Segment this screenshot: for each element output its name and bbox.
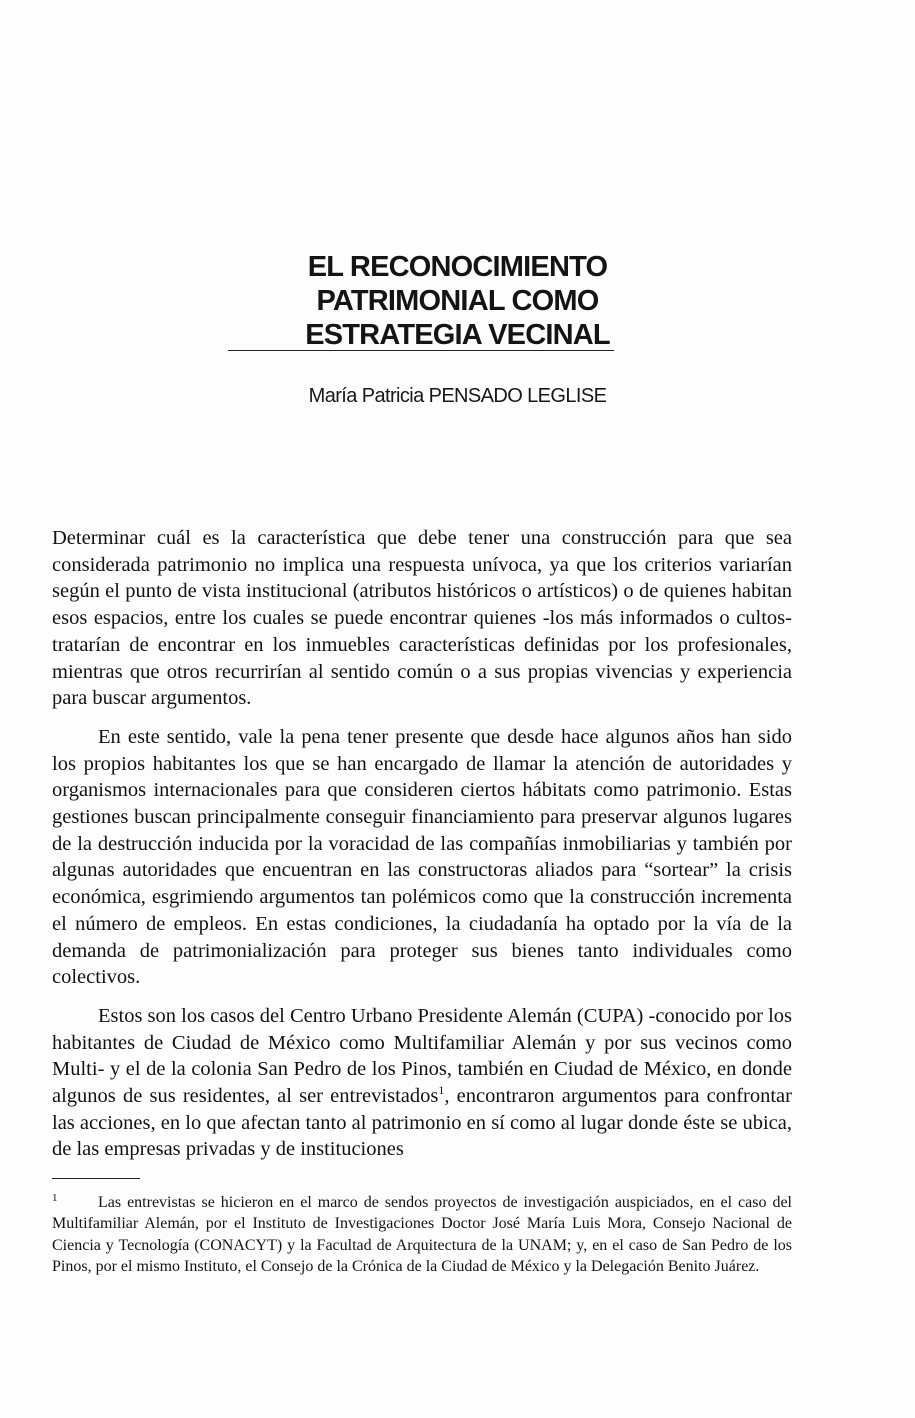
footnote: 1 Las entrevistas se hicieron en el marco de sendos proyectos de investigación auspiciados, en el caso del Multifamiliar Alemán, por el Instituto de Investigaciones Doctor José María Luis Mora, Consejo Nacional de Ciencia y Tecnología (CONACYT) y la Facultad de Arquitectura de la UNAM; y, en el caso de San Pedro de los Pinos, por el mismo Instituto, el Consejo de la Crónica de la Ciudad de México y la Delegación Benito Juárez. — [52, 1192, 792, 1275]
body-text — [52, 525, 792, 1163]
paragraph-3-text-start: Estos son los casos del Centro Urbano Presidente Alemán (CUPA) -conocido por los habitantes de Ciudad de México como Multifamiliar Alemán y por sus vecinos como Multi- y el de la colonia San Pedro de los Pinos, también en Ciudad de México, en donde algunos de sus residentes, al ser entrevistados — [52, 1004, 792, 1108]
title-line-1: EL RECONOCIMIENTO — [307, 251, 608, 283]
author-name: María Patricia PENSADO LEGLISE — [308, 385, 607, 407]
paragraph-2: En este sentido, vale la pena tener presente que desde hace algunos años han sido los propios habitantes los que se han encargado de llamar la atención de autoridades y organismos internacionales para que consideren ciertos hábitats como patrimonio. Estas gestiones buscan principalmente conseguir financiamiento para preservar algunos lugares de la destrucción inducida por la voracidad de las compañías inmobiliarias y también por algunas autoridades que encuentran en las constructoras aliados para “sortear” la crisis económica, esgrimiendo argumentos tan polémicos como que la construcción incrementa el número de empleos. En estas condiciones, la ciudadanía ha optado por la vía de la demanda de patrimonialización para proteger sus bienes tanto individuales como colectivos. — [52, 725, 792, 989]
paragraph-3-text-end: , encontraron argumentos para confrontar las acciones, en lo que afectan tanto al patrimonio en sí como al lugar donde éste se ubica, de las empresas privadas y de instituciones — [52, 1085, 792, 1161]
paragraph-1: Determinar cuál es la característica que debe tener una construcción para que sea considerada patrimonio no implica una respuesta unívoca, ya que los criterios variarían según el punto de vista institucional (atributos históricos o artísticos) o de quienes habitan esos espacios, entre los cuales se puede encontrar quienes -los más informados o cultos- tratarían de encontrar en los inmuebles características definidas por los profesionales, mientras que otros recurrirían al sentido común o a sus propias vivencias y experiencia para buscar argumentos. — [52, 527, 792, 710]
footnote-text: Las entrevistas se hicieron en el marco de sendos proyectos de investigación auspiciados, en el caso del Multifamiliar Alemán, por el Instituto de Investigaciones Doctor José María Luis Mora, Consejo Nacional de Ciencia y Tecnología (CONACYT) y la Facultad de Arquitectura de la UNAM; y, en el caso de San Pedro de los Pinos, por el mismo Instituto, el Consejo de la Crónica de la Ciudad de México y la Delegación Benito Juárez. — [52, 1194, 792, 1275]
footnote-separator — [52, 1178, 140, 1179]
title-line-3: ESTRATEGIA VECINAL — [305, 319, 610, 351]
paragraph-3 — [52, 1003, 792, 1163]
article-title — [0, 250, 915, 352]
title-line-2: PATRIMONIAL COMO — [316, 285, 599, 317]
footnote-reference-mark: 1 — [438, 1083, 445, 1098]
title-underline — [228, 350, 614, 351]
